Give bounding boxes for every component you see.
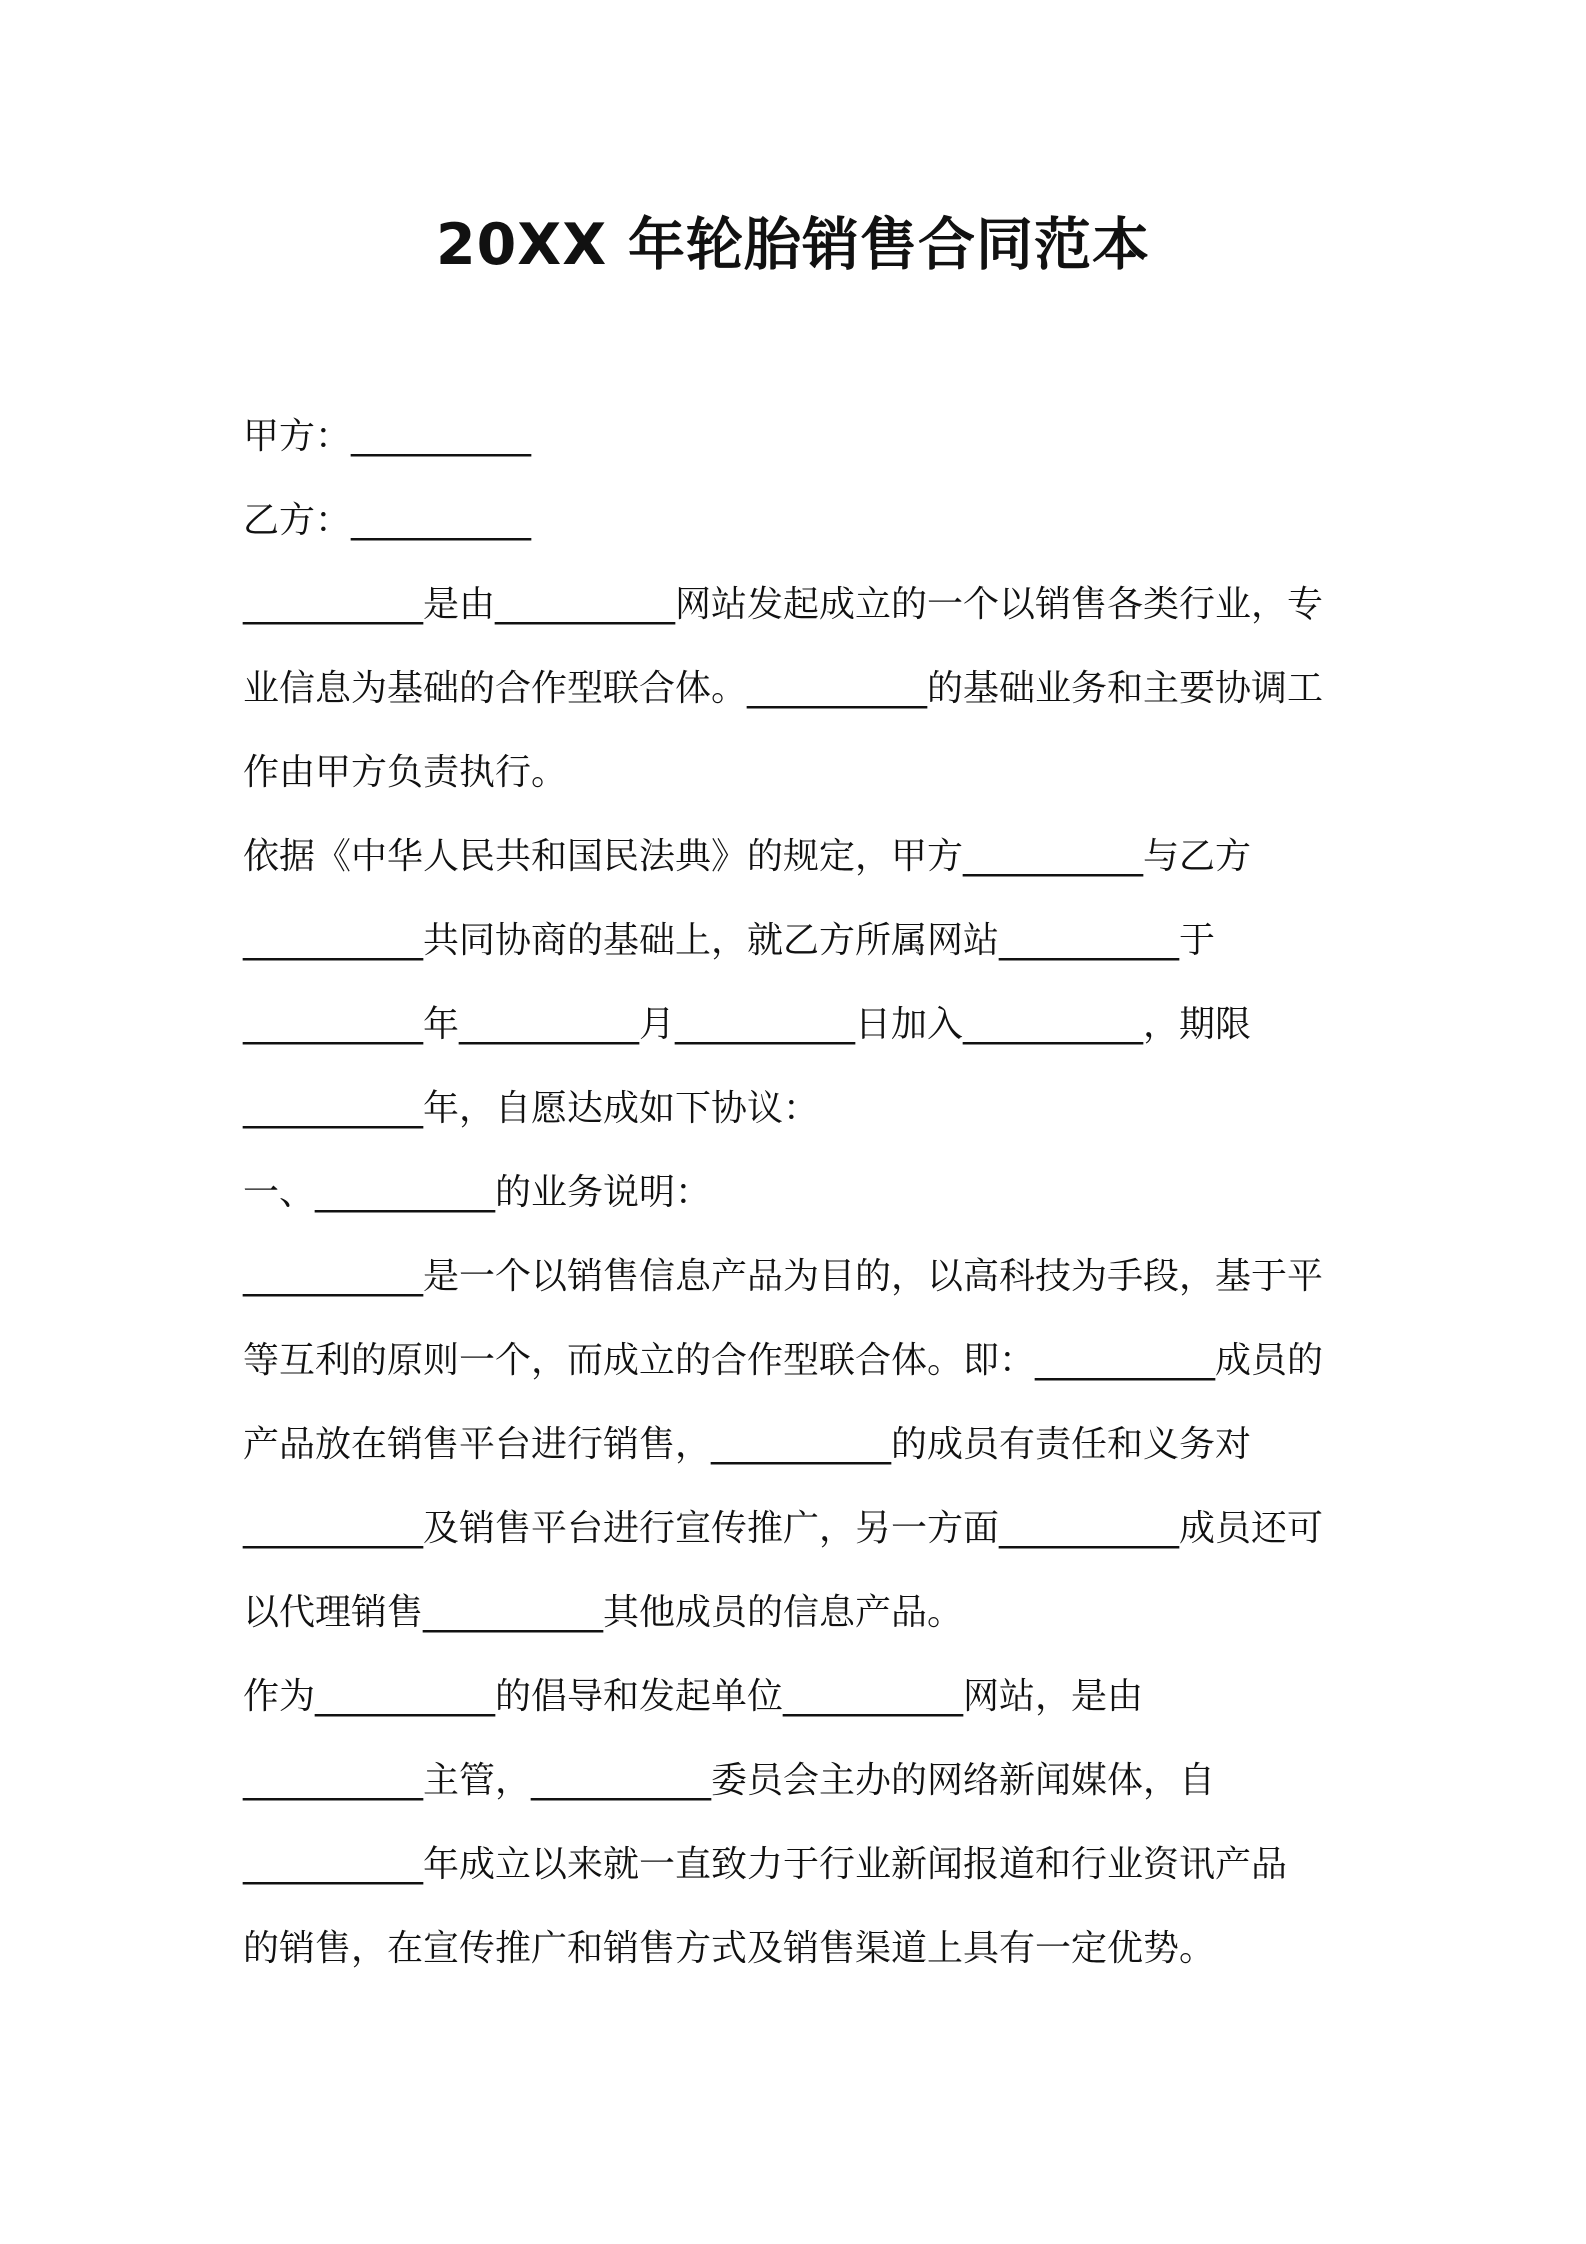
paragraph-line: 依据《中华人民共和国民法典》的规定，甲方__________与乙方 xyxy=(243,836,1252,877)
paragraph-line: 等互利的原则一个，而成立的合作型联合体。即：__________成员的 xyxy=(243,1340,1324,1381)
section-heading: 一、__________的业务说明： xyxy=(243,1172,712,1213)
paragraph-line: __________年成立以来就一直致力于行业新闻报道和行业资讯产品 xyxy=(243,1844,1288,1885)
paragraph-line: 的销售，在宣传推广和销售方式及销售渠道上具有一定优势。 xyxy=(243,1928,1216,1969)
paragraph-line: __________是由__________网站发起成立的一个以销售各类行业，专 xyxy=(243,584,1324,625)
paragraph-line: __________是一个以销售信息产品为目的，以高科技为手段，基于平 xyxy=(243,1256,1324,1297)
party-a-line: 甲方：__________ xyxy=(243,416,532,457)
paragraph-line: __________年，自愿达成如下协议： xyxy=(243,1088,820,1129)
paragraph-line: 业信息为基础的合作型联合体。__________的基础业务和主要协调工 xyxy=(243,668,1324,709)
paragraph-line: 作为__________的倡导和发起单位__________网站，是由 xyxy=(243,1676,1144,1717)
paragraph-line: __________共同协商的基础上，就乙方所属网站__________于 xyxy=(243,920,1216,961)
paragraph-line: __________主管，__________委员会主办的网络新闻媒体，自 xyxy=(243,1760,1216,1801)
paragraph-line: __________年__________月__________日加入__________，期限 xyxy=(243,1004,1252,1045)
paragraph-line: __________及销售平台进行宣传推广，另一方面__________成员还可 xyxy=(243,1508,1324,1549)
party-b-line: 乙方：__________ xyxy=(243,500,532,541)
paragraph-line: 产品放在销售平台进行销售，__________的成员有责任和义务对 xyxy=(243,1424,1252,1465)
document-title: 20XX 年轮胎销售合同范本 xyxy=(435,212,1151,278)
paragraph-line: 以代理销售__________其他成员的信息产品。 xyxy=(243,1592,964,1633)
paragraph-line: 作由甲方负责执行。 xyxy=(243,752,568,793)
